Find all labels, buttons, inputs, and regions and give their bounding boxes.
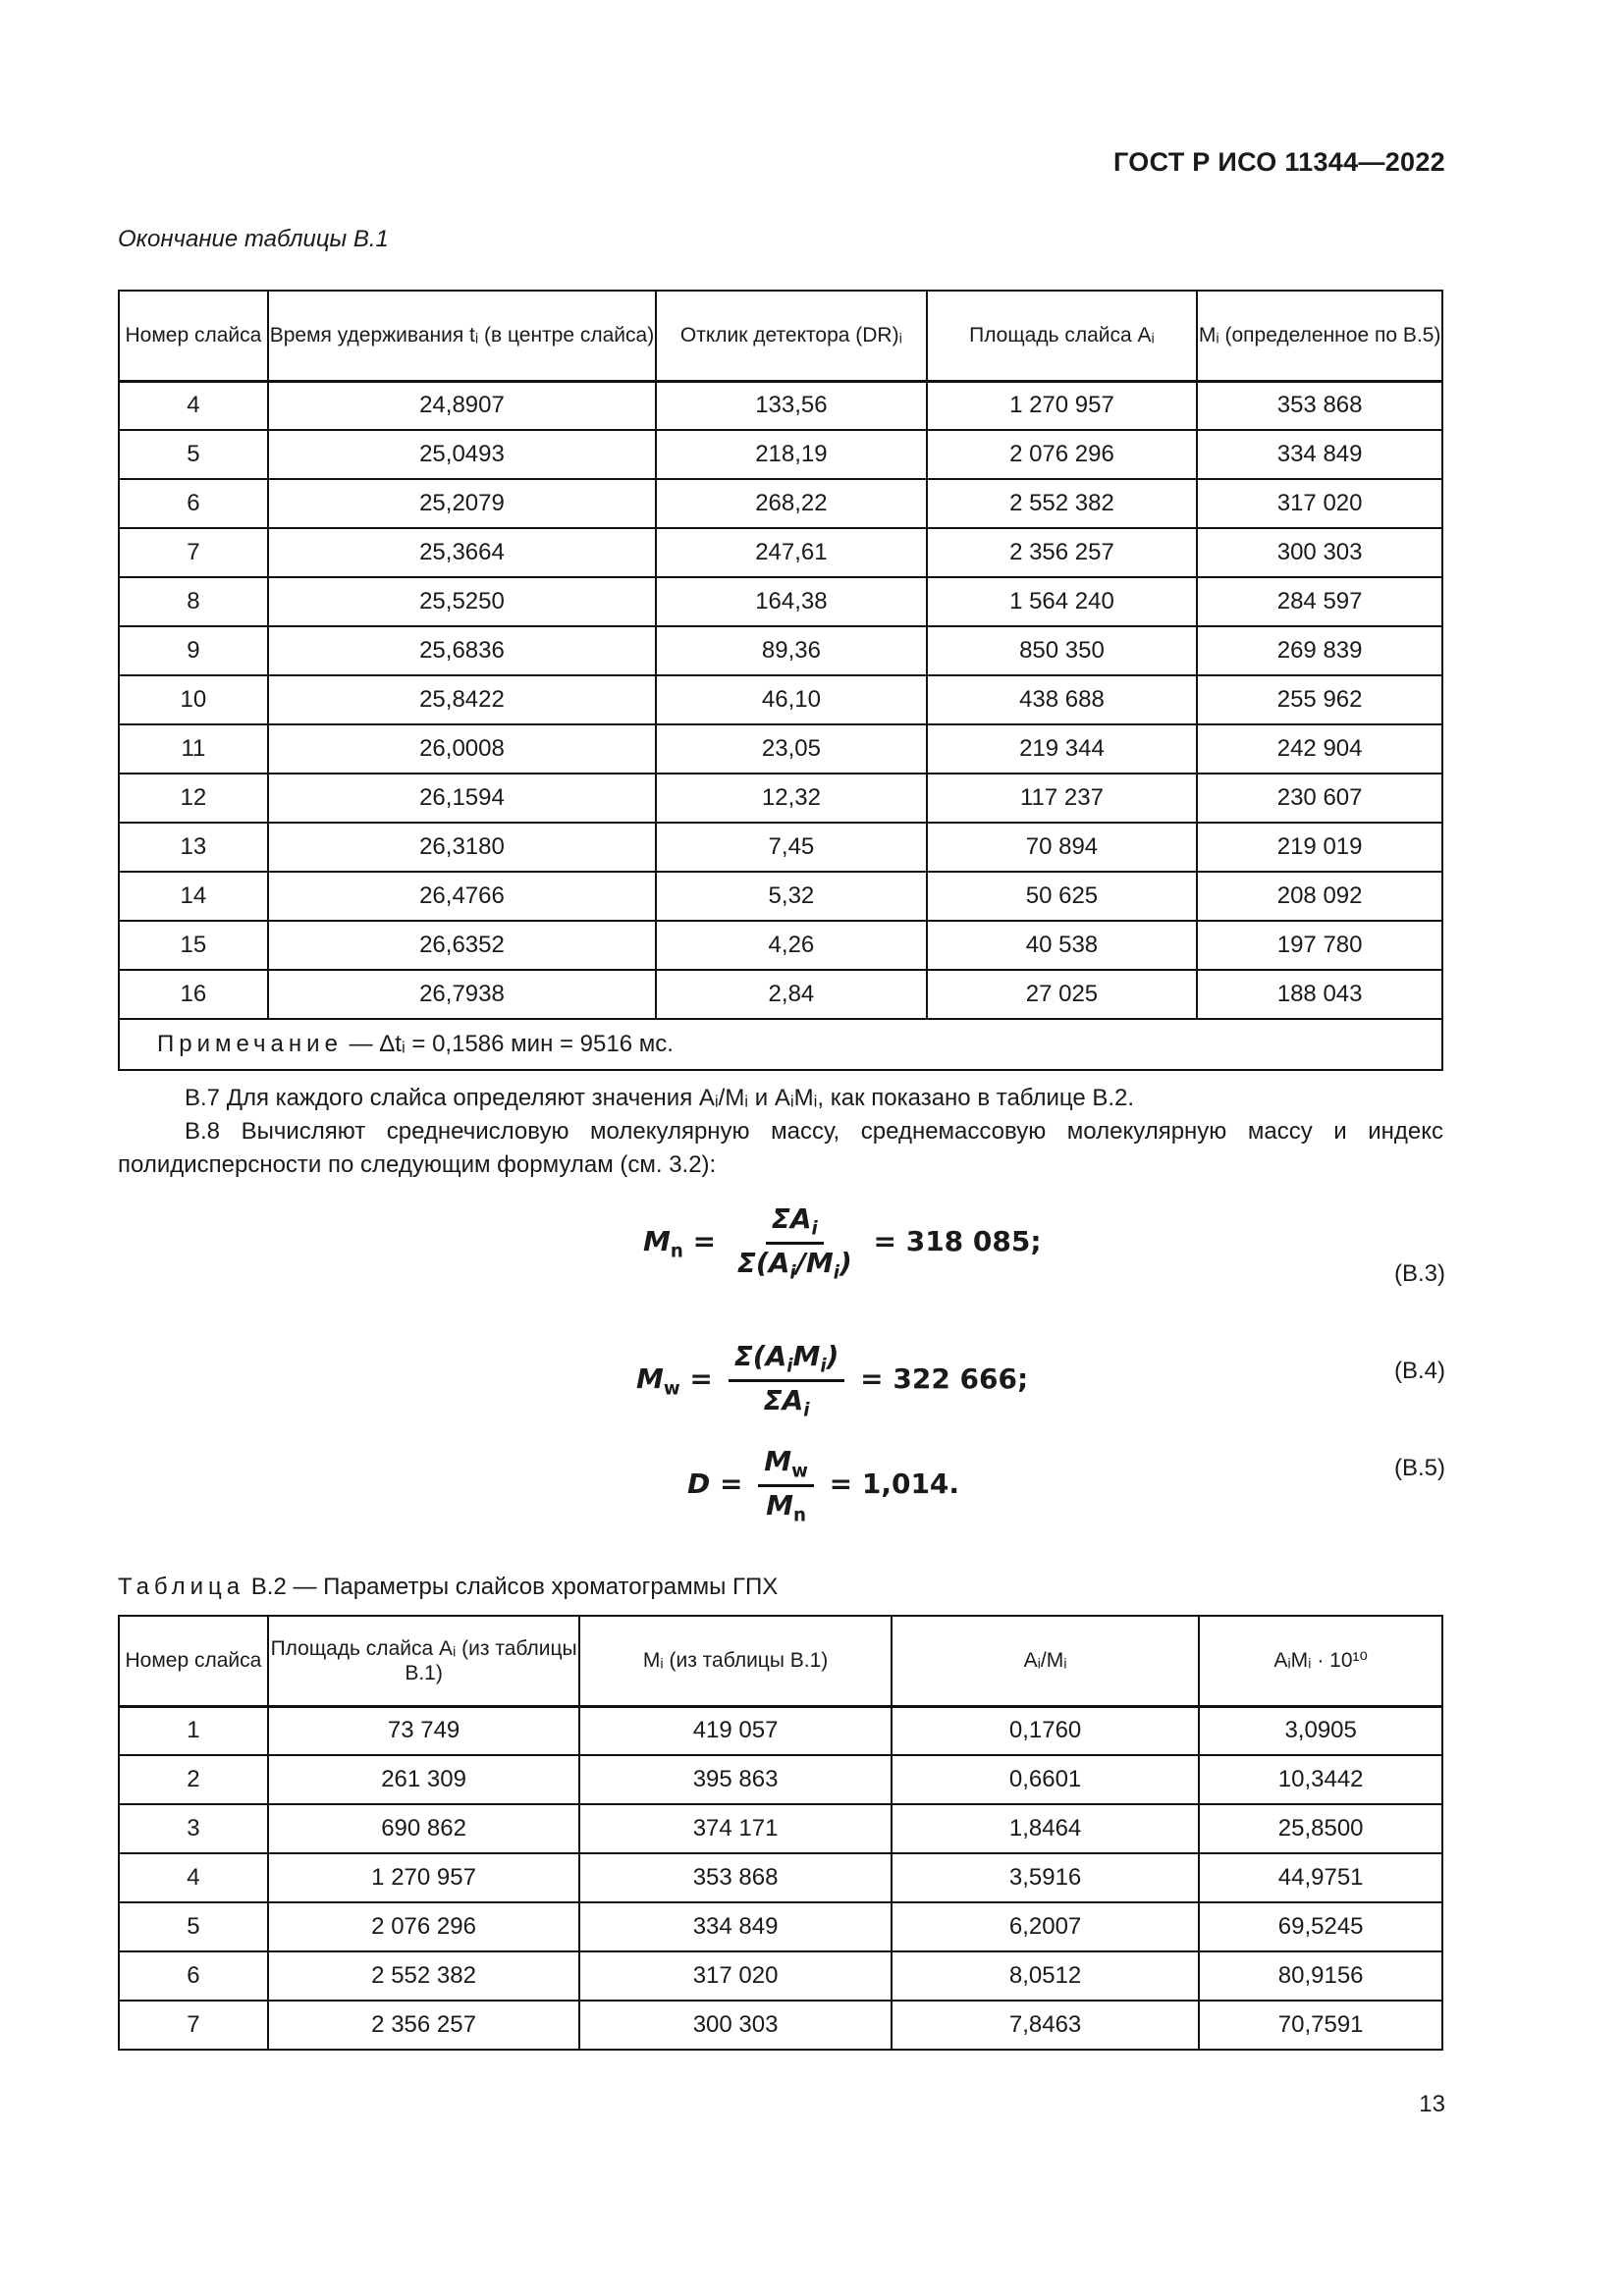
table2-caption-label: Таблица <box>118 1574 245 1600</box>
page-number: 13 <box>1419 2091 1445 2117</box>
t1-col-header: Mᵢ (определенное по В.5) <box>1197 291 1442 381</box>
table-cell: 317 020 <box>579 1951 892 2001</box>
table-cell: 24,8907 <box>268 381 656 430</box>
note-label: Примечание <box>157 1031 343 1057</box>
t2-col-header: Mᵢ (из таблицы В.1) <box>579 1616 892 1706</box>
document-code: ГОСТ Р ИСО 11344—2022 <box>1113 147 1445 177</box>
table-cell: 3,0905 <box>1199 1706 1442 1755</box>
table-cell: 9 <box>119 626 268 675</box>
table-row <box>119 1804 1442 1853</box>
t1-col-header: Отклик детектора (DR)ᵢ <box>656 291 927 381</box>
table-cell: 2,84 <box>656 970 927 1019</box>
paragraph-b7 <box>118 1082 1443 1115</box>
table-cell: 5 <box>119 430 268 479</box>
table-cell: 1 564 240 <box>927 577 1198 626</box>
table-row <box>119 872 1442 921</box>
table1-header-row <box>119 291 1442 381</box>
table-row <box>119 577 1442 626</box>
table-cell: 395 863 <box>579 1755 892 1804</box>
table-row <box>119 921 1442 970</box>
table-cell: 255 962 <box>1197 675 1442 724</box>
table-cell: 2 552 382 <box>927 479 1198 528</box>
table-row <box>119 774 1442 823</box>
table-cell: 5 <box>119 1902 268 1951</box>
table-cell: 218,19 <box>656 430 927 479</box>
table-cell: 25,2079 <box>268 479 656 528</box>
table2-caption-text: В.2 — Параметры слайсов хроматограммы ГПХ <box>244 1574 779 1600</box>
table-cell: 284 597 <box>1197 577 1442 626</box>
table-row <box>119 675 1442 724</box>
table-cell: 2 356 257 <box>268 2001 580 2050</box>
table-row <box>119 1755 1442 1804</box>
table-cell: 230 607 <box>1197 774 1442 823</box>
table-cell: 2 076 296 <box>268 1902 580 1951</box>
table-row <box>119 823 1442 872</box>
table-row <box>119 970 1442 1019</box>
table-cell: 15 <box>119 921 268 970</box>
formula-mn: $M_n$ = $\frac{\Sigma A_i}{\Sigma(A_i/M_i)}$ = 318 085; <box>643 1202 1042 1284</box>
table-cell: 7,45 <box>656 823 927 872</box>
table-cell: 164,38 <box>656 577 927 626</box>
t2-col-header: Площадь слайса Aᵢ (из таблицы В.1) <box>268 1616 580 1706</box>
table-cell: 690 862 <box>268 1804 580 1853</box>
table-row <box>119 1853 1442 1902</box>
table-cell: 7,8463 <box>892 2001 1199 2050</box>
t2-col-header: Aᵢ/Mᵢ <box>892 1616 1199 1706</box>
table-cell: 1 <box>119 1706 268 1755</box>
table-cell: 353 868 <box>579 1853 892 1902</box>
table-cell: 353 868 <box>1197 381 1442 430</box>
mw-value: = 322 666; <box>860 1362 1029 1396</box>
table-cell: 26,1594 <box>268 774 656 823</box>
t1-col-header: Время удерживания tᵢ (в центре слайса) <box>268 291 656 381</box>
table-cell: 219 344 <box>927 724 1198 774</box>
table-cell: 10,3442 <box>1199 1755 1442 1804</box>
table-cell: 89,36 <box>656 626 927 675</box>
table-cell: 50 625 <box>927 872 1198 921</box>
table-cell: 13 <box>119 823 268 872</box>
table-cell: 70,7591 <box>1199 2001 1442 2050</box>
table-cell: 247,61 <box>656 528 927 577</box>
table-cell: 6 <box>119 479 268 528</box>
table-cell: 208 092 <box>1197 872 1442 921</box>
table-cell: 1,8464 <box>892 1804 1199 1853</box>
table-cell: 5,32 <box>656 872 927 921</box>
table-row <box>119 381 1442 430</box>
table-cell: 4 <box>119 381 268 430</box>
equation-number-b4: (B.4) <box>1393 1358 1445 1384</box>
t2-col-header: AᵢMᵢ · 10¹⁰ <box>1199 1616 1442 1706</box>
table-cell: 6 <box>119 1951 268 2001</box>
table-cell: 26,3180 <box>268 823 656 872</box>
paragraph-b8 <box>118 1115 1443 1182</box>
formula-mw: $M_w$ = $\frac{\Sigma(A_iM_i)}{\Sigma A_i}$ = 322 666; <box>636 1340 1029 1421</box>
table-cell: 11 <box>119 724 268 774</box>
table-cell: 269 839 <box>1197 626 1442 675</box>
table-cell: 26,7938 <box>268 970 656 1019</box>
table-cell: 25,6836 <box>268 626 656 675</box>
table-cell: 197 780 <box>1197 921 1442 970</box>
table-cell: 3 <box>119 1804 268 1853</box>
table-cell: 14 <box>119 872 268 921</box>
table-cell: 73 749 <box>268 1706 580 1755</box>
table1-note <box>119 1019 1442 1070</box>
table-cell: 334 849 <box>1197 430 1442 479</box>
paragraph-b8-text: В.8 Вычисляют среднечисловую молекулярную массу, среднемассовую молекулярную массу и индекс полидисперсности по следующим формулам (см. 3.2): <box>118 1118 1443 1178</box>
table-row <box>119 1951 1442 2001</box>
table-cell: 4,26 <box>656 921 927 970</box>
table-cell: 27 025 <box>927 970 1198 1019</box>
table-cell: 0,6601 <box>892 1755 1199 1804</box>
mn-value: = 318 085; <box>873 1225 1042 1258</box>
table-cell: 374 171 <box>579 1804 892 1853</box>
table-cell: 26,4766 <box>268 872 656 921</box>
table-row <box>119 2001 1442 2050</box>
table-cell: 25,0493 <box>268 430 656 479</box>
table-cell: 261 309 <box>268 1755 580 1804</box>
table-cell: 26,0008 <box>268 724 656 774</box>
table-row <box>119 479 1442 528</box>
table-b1 <box>118 290 1443 1071</box>
table-cell: 16 <box>119 970 268 1019</box>
table-cell: 268,22 <box>656 479 927 528</box>
table-row <box>119 724 1442 774</box>
table-cell: 419 057 <box>579 1706 892 1755</box>
table-cell: 188 043 <box>1197 970 1442 1019</box>
table-cell: 117 237 <box>927 774 1198 823</box>
table-cell: 25,8500 <box>1199 1804 1442 1853</box>
table2-header-row <box>119 1616 1442 1706</box>
table-cell: 40 538 <box>927 921 1198 970</box>
table-cell: 317 020 <box>1197 479 1442 528</box>
table-cell: 23,05 <box>656 724 927 774</box>
table-cell: 80,9156 <box>1199 1951 1442 2001</box>
table-row <box>119 528 1442 577</box>
t2-col-header: Номер слайса <box>119 1616 268 1706</box>
table-cell: 8 <box>119 577 268 626</box>
table-row <box>119 626 1442 675</box>
table-cell: 46,10 <box>656 675 927 724</box>
table-b2 <box>118 1615 1443 2051</box>
table-cell: 12 <box>119 774 268 823</box>
equation-number-b3: (B.3) <box>1393 1260 1445 1287</box>
table-cell: 6,2007 <box>892 1902 1199 1951</box>
table1-note-row <box>119 1019 1442 1070</box>
table-cell: 219 019 <box>1197 823 1442 872</box>
d-value: = 1,014. <box>829 1468 960 1501</box>
table-cell: 2 356 257 <box>927 528 1198 577</box>
table-cell: 2 <box>119 1755 268 1804</box>
table-cell: 300 303 <box>1197 528 1442 577</box>
paragraph-b7-text: В.7 Для каждого слайса определяют значения Aᵢ/Mᵢ и AᵢMᵢ, как показано в таблице В.2. <box>185 1085 1135 1111</box>
table-cell: 300 303 <box>579 2001 892 2050</box>
table-cell: 69,5245 <box>1199 1902 1442 1951</box>
table-cell: 850 350 <box>927 626 1198 675</box>
table-cell: 70 894 <box>927 823 1198 872</box>
table-cell: 25,8422 <box>268 675 656 724</box>
t1-col-header: Номер слайса <box>119 291 268 381</box>
table-cell: 0,1760 <box>892 1706 1199 1755</box>
table-cell: 2 076 296 <box>927 430 1198 479</box>
table-cell: 334 849 <box>579 1902 892 1951</box>
note-text: — Δtᵢ = 0,1586 мин = 9516 мс. <box>342 1031 674 1057</box>
table-cell: 3,5916 <box>892 1853 1199 1902</box>
table-row <box>119 430 1442 479</box>
table-cell: 26,6352 <box>268 921 656 970</box>
table-cell: 8,0512 <box>892 1951 1199 2001</box>
table-cell: 7 <box>119 528 268 577</box>
table-cell: 10 <box>119 675 268 724</box>
table-cell: 1 270 957 <box>268 1853 580 1902</box>
table-cell: 7 <box>119 2001 268 2050</box>
table-cell: 4 <box>119 1853 268 1902</box>
table-cell: 25,3664 <box>268 528 656 577</box>
table-cell: 44,9751 <box>1199 1853 1442 1902</box>
table-cell: 1 270 957 <box>927 381 1198 430</box>
table2-caption <box>118 1574 778 1601</box>
table-cell: 133,56 <box>656 381 927 430</box>
table-cell: 2 552 382 <box>268 1951 580 2001</box>
t1-col-header: Площадь слайса Aᵢ <box>927 291 1198 381</box>
formula-d: D = $\frac{M_w}{M_n}$ = 1,014. <box>687 1445 960 1526</box>
table-cell: 12,32 <box>656 774 927 823</box>
table-row <box>119 1706 1442 1755</box>
table-row <box>119 1902 1442 1951</box>
table1-caption: Окончание таблицы В.1 <box>118 226 389 252</box>
table-cell: 242 904 <box>1197 724 1442 774</box>
table-cell: 438 688 <box>927 675 1198 724</box>
table-cell: 25,5250 <box>268 577 656 626</box>
equation-number-b5: (B.5) <box>1393 1455 1445 1481</box>
